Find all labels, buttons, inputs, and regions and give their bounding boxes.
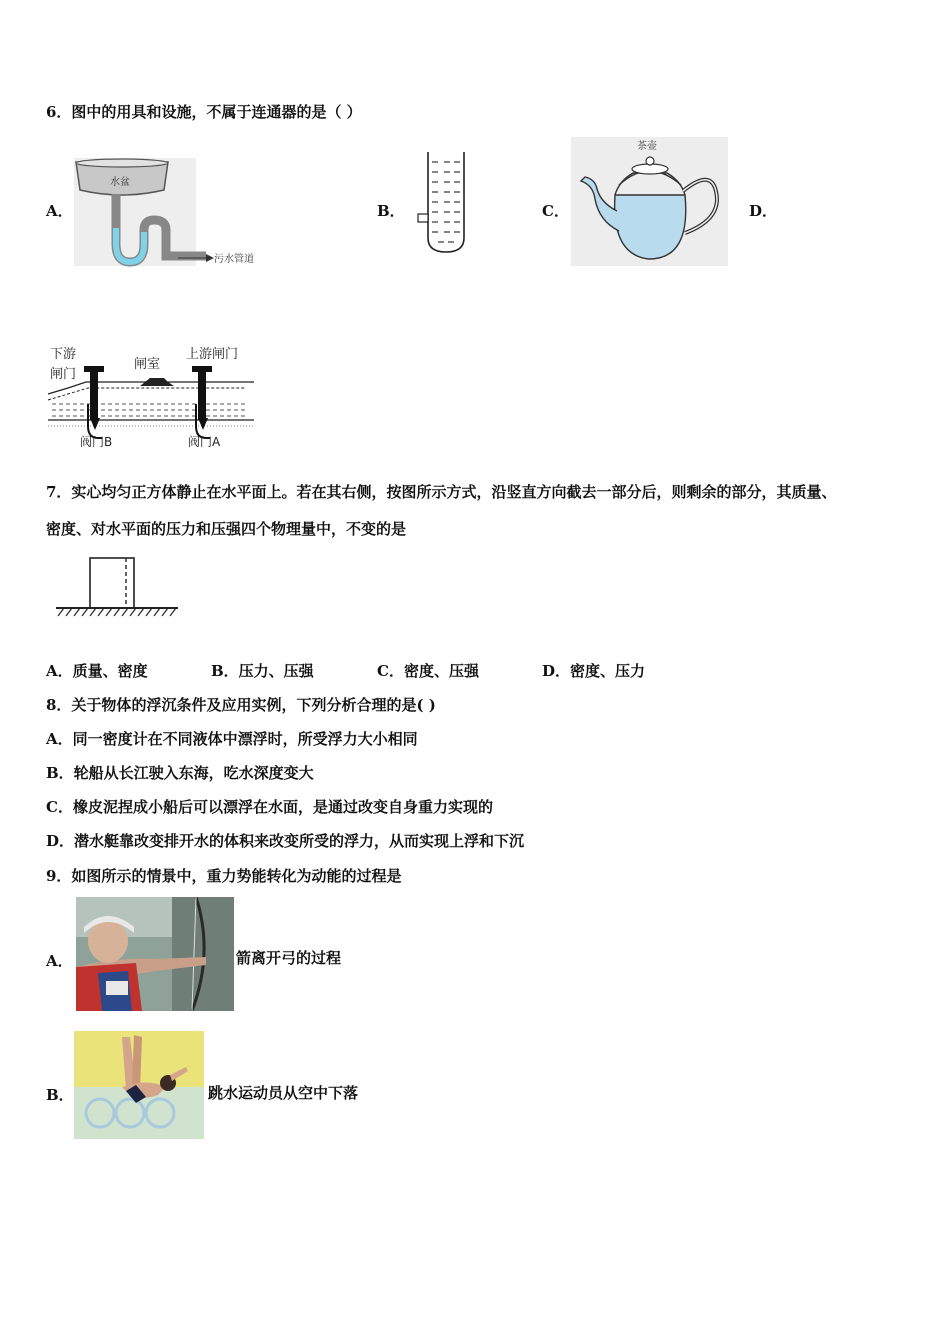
test-tube-figure xyxy=(410,148,470,256)
liquid-dashes xyxy=(432,162,460,242)
ship-lock-figure xyxy=(46,342,256,450)
q7-question-line1: 7．实心均匀正方体静止在水平面上。若在其右侧，按图所示方式，沿竖直方向截去一部分后，则剩余的部分，其质量、 xyxy=(46,483,837,501)
diver-photo xyxy=(74,1031,204,1139)
downstream-gate xyxy=(84,366,104,372)
q7-option-d[interactable]: D．密度、压力 xyxy=(542,662,646,680)
q8-question: 8．关于物体的浮沉条件及应用实例，下列分析合理的是( ) xyxy=(46,696,436,714)
cube-cut-figure xyxy=(54,556,182,624)
q6-option-b-label[interactable]: B． xyxy=(377,202,405,220)
q8-option-c[interactable]: C．橡皮泥捏成小船后可以漂浮在水面，是通过改变自身重力实现的 xyxy=(46,798,493,816)
lid-knob xyxy=(646,157,654,165)
basin-label: 水盆 xyxy=(110,177,130,188)
q7-option-c[interactable]: C．密度、压强 xyxy=(377,662,479,680)
q6-option-c-label[interactable]: C． xyxy=(542,202,569,220)
water-dashes xyxy=(52,404,246,416)
q8-option-a[interactable]: A．同一密度计在不同液体中漂浮时，所受浮力大小相同 xyxy=(46,730,418,748)
cube-outline xyxy=(90,558,134,608)
q9-option-a-text[interactable]: 箭离开弓的过程 xyxy=(236,949,342,967)
q6-option-d-label[interactable]: D． xyxy=(749,202,778,220)
q6-question: 6．图中的用具和设施，不属于连通器的是（ ） xyxy=(46,103,362,121)
q9-option-b-text[interactable]: 跳水运动员从空中下落 xyxy=(208,1084,359,1102)
downstream-gate-label-1: 下游 xyxy=(50,347,77,362)
q9-option-b-label[interactable]: B． xyxy=(46,1086,74,1104)
q7-option-a[interactable]: A．质量、密度 xyxy=(46,662,148,680)
sewer-label: 污水管道 xyxy=(214,254,254,265)
upstream-gate-label: 上游闸门 xyxy=(186,347,239,362)
archer-photo xyxy=(76,897,234,1011)
downstream-gate-label-2: 闸门 xyxy=(50,367,77,382)
q9-question: 9．如图所示的情景中，重力势能转化为动能的过程是 xyxy=(46,867,402,885)
teapot-figure xyxy=(571,137,728,266)
q6-option-a-label[interactable]: A． xyxy=(46,202,73,220)
q8-option-b[interactable]: B．轮船从长江驶入东海，吃水深度变大 xyxy=(46,764,314,782)
side-stopper xyxy=(418,214,428,222)
q8-option-d[interactable]: D．潜水艇靠改变排开水的体积来改变所受的浮力，从而实现上浮和下沉 xyxy=(46,832,525,850)
q7-question-line2: 密度、对水平面的压力和压强四个物理量中，不变的是 xyxy=(46,520,407,538)
valve-b-label: 阀门B xyxy=(80,435,113,449)
sink-drain-figure xyxy=(74,158,264,268)
teapot-label: 茶壶 xyxy=(637,141,657,152)
q7-option-b[interactable]: B．压力、压强 xyxy=(211,662,314,680)
valve-a-label: 阀门A xyxy=(188,435,221,449)
ground-hatching xyxy=(58,608,176,616)
chamber-label: 闸室 xyxy=(134,357,161,372)
q9-option-a-label[interactable]: A． xyxy=(46,952,73,970)
upstream-gate xyxy=(192,366,212,372)
